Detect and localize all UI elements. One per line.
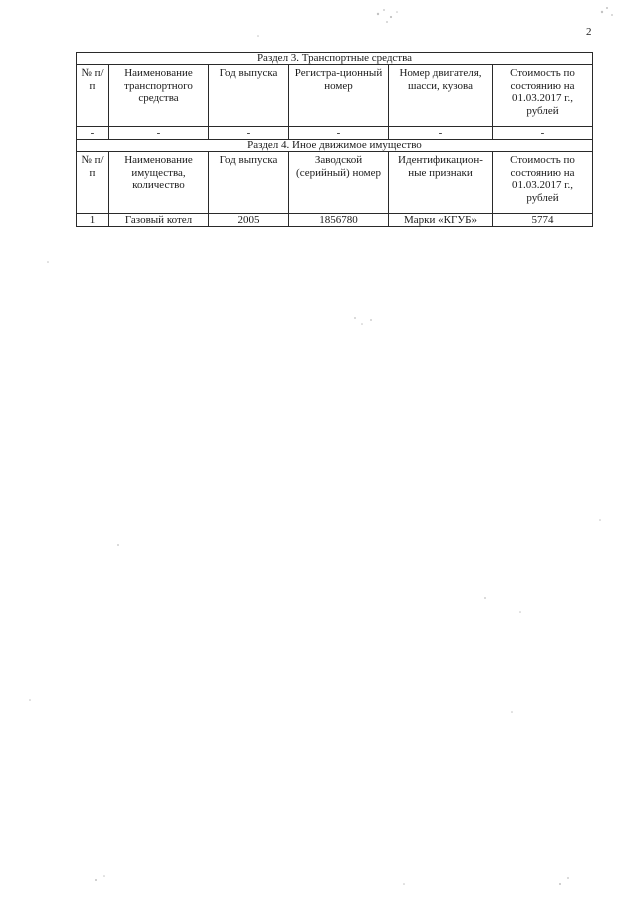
page-number: 2 bbox=[586, 26, 592, 38]
s3-header-name: Наименование транспортного средства bbox=[109, 65, 209, 127]
table-cell: - bbox=[289, 127, 389, 140]
table-cell: 2005 bbox=[209, 214, 289, 227]
s4-header-cost: Стоимость по состоянию на 01.03.2017 г., рублей bbox=[493, 152, 593, 214]
table-cell: 1 bbox=[77, 214, 109, 227]
s4-header-year: Год выпуска bbox=[209, 152, 289, 214]
section3-header-row bbox=[77, 65, 593, 127]
section3-title: Раздел 3. Транспортные средства bbox=[77, 53, 593, 65]
s3-header-engine-number: Номер двигателя, шасси, кузова bbox=[389, 65, 493, 127]
table-cell: - bbox=[493, 127, 593, 140]
s3-header-year: Год выпуска bbox=[209, 65, 289, 127]
property-table bbox=[76, 52, 593, 227]
s3-header-reg-number: Регистра-ционный номер bbox=[289, 65, 389, 127]
table-row bbox=[77, 214, 593, 227]
table-cell: Газовый котел bbox=[109, 214, 209, 227]
s4-header-serial-number: Заводской (серийный) номер bbox=[289, 152, 389, 214]
table-row bbox=[77, 127, 593, 140]
s4-header-name: Наименование имущества, количество bbox=[109, 152, 209, 214]
section4-title-row bbox=[77, 140, 593, 152]
table-cell: 5774 bbox=[493, 214, 593, 227]
s4-header-identification: Идентификацион-ные признаки bbox=[389, 152, 493, 214]
section4-header-row bbox=[77, 152, 593, 214]
table-cell: - bbox=[109, 127, 209, 140]
table-cell: - bbox=[77, 127, 109, 140]
table-cell: Марки «КГУБ» bbox=[389, 214, 493, 227]
section3-title-row bbox=[77, 53, 593, 65]
section4-title: Раздел 4. Иное движимое имущество bbox=[77, 140, 593, 152]
s3-header-cost: Стоимость по состоянию на 01.03.2017 г., рублей bbox=[493, 65, 593, 127]
s3-header-number: № п/п bbox=[77, 65, 109, 127]
table-cell: - bbox=[389, 127, 493, 140]
s4-header-number: № п/п bbox=[77, 152, 109, 214]
table-cell: 1856780 bbox=[289, 214, 389, 227]
table-cell: - bbox=[209, 127, 289, 140]
